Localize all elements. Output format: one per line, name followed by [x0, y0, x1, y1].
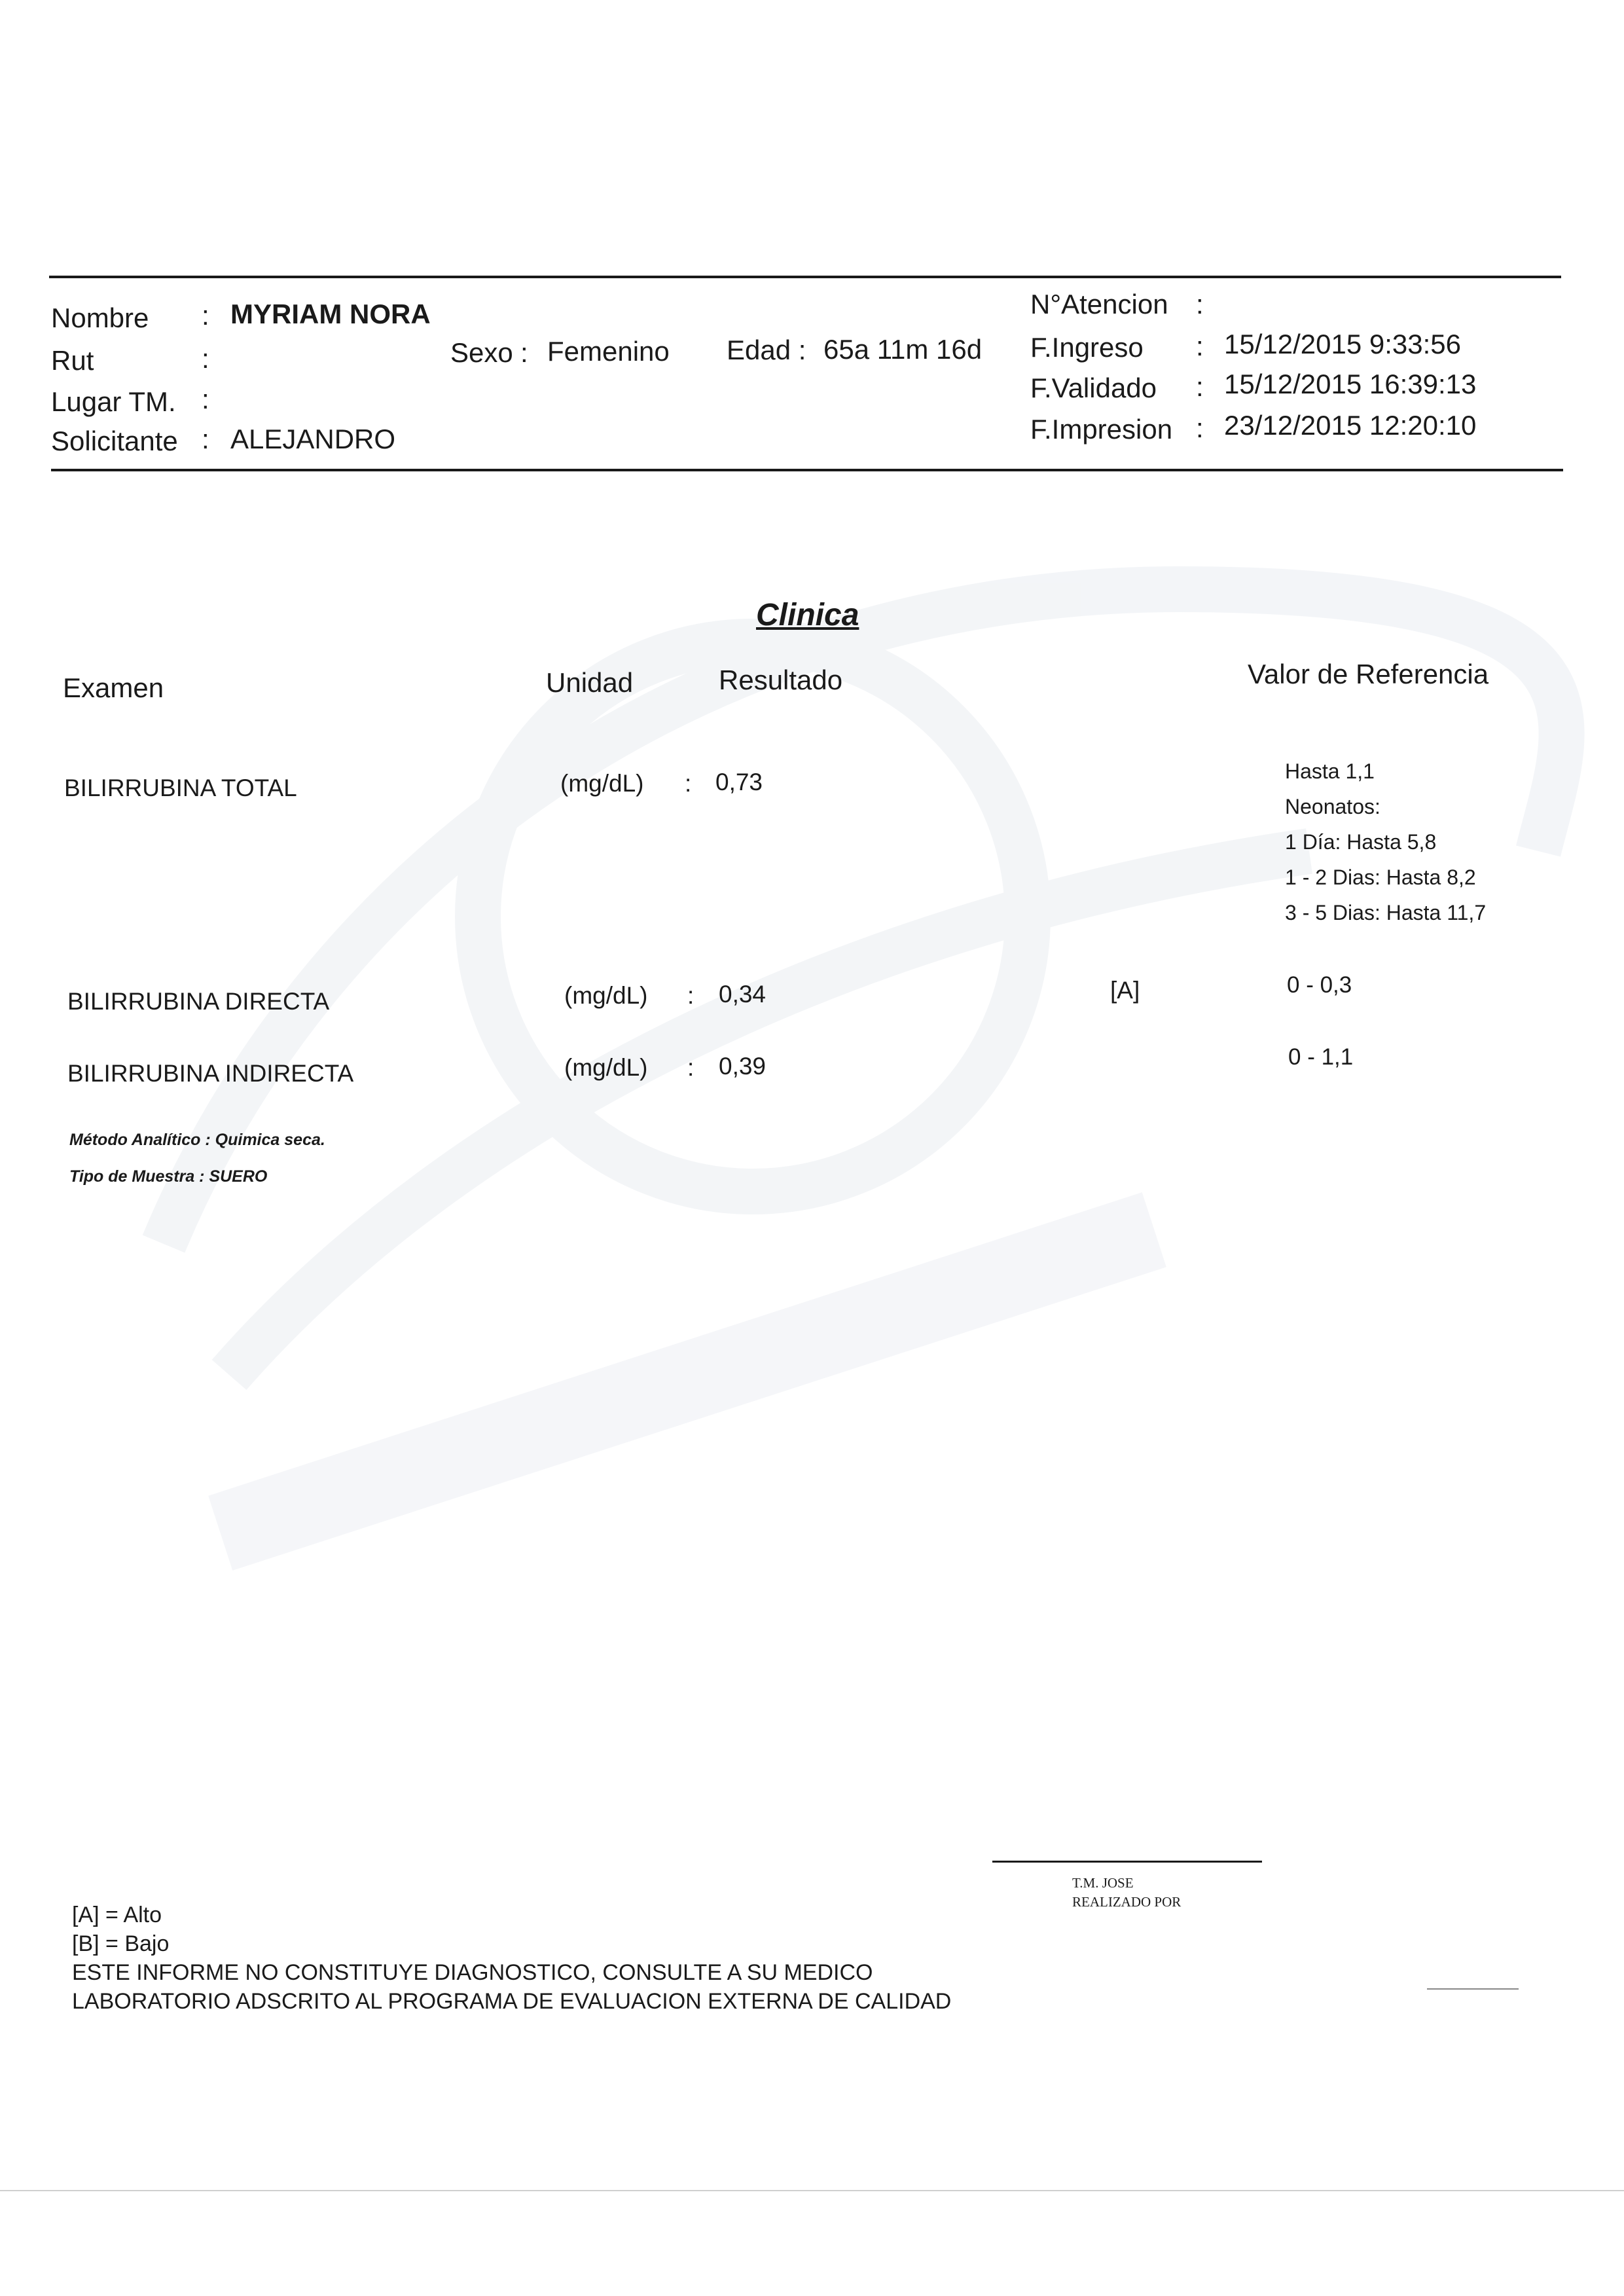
resultado-bilirrubina-indirecta: 0,39	[719, 1053, 767, 1080]
disclaimer-text: ESTE INFORME NO CONSTITUYE DIAGNOSTICO, CONSULTE A SU MEDICO	[72, 1960, 873, 1985]
col-unidad-header: Unidad	[546, 667, 634, 698]
impresion-value: 23/12/2015 12:20:10	[1224, 410, 1477, 441]
header-top-rule	[49, 276, 1561, 278]
solicitante-value: ALEJANDRO	[230, 424, 396, 454]
solicitante-label: Solicitante	[51, 426, 178, 456]
unidad-bilirrubina-indirecta: (mg/dL)	[564, 1054, 648, 1081]
tipo-muestra-note: Tipo de Muestra : SUERO	[69, 1167, 268, 1186]
resultado-colon: :	[685, 770, 692, 797]
referencia-line: 0 - 0,3	[1287, 972, 1352, 998]
lugar-colon: :	[202, 384, 209, 414]
referencia-line: 1 Día: Hasta 5,8	[1285, 830, 1437, 854]
signature-block	[1072, 1874, 1181, 1912]
referencia-line: Hasta 1,1	[1285, 759, 1375, 783]
atencion-label: N°Atencion	[1030, 289, 1168, 319]
resultado-colon: :	[687, 982, 695, 1009]
validado-label: F.Validado	[1030, 373, 1157, 403]
signature-caption: REALIZADO POR	[1072, 1894, 1182, 1910]
impresion-colon: :	[1196, 412, 1204, 443]
referencia-bilirrubina-directa	[1287, 968, 1352, 1003]
resultado-colon: :	[687, 1054, 695, 1081]
solicitante-colon: :	[202, 424, 209, 454]
examen-bilirrubina-indirecta: BILIRRUBINA INDIRECTA	[67, 1060, 354, 1087]
sexo-label: Sexo	[450, 337, 513, 368]
scan-artifact-line	[1427, 1988, 1519, 1990]
impresion-label: F.Impresion	[1030, 414, 1173, 445]
rut-label: Rut	[51, 345, 94, 376]
edad-value: 65a 11m 16d	[823, 334, 983, 365]
unidad-bilirrubina-total: (mg/dL)	[560, 770, 644, 797]
resultado-bilirrubina-total: 0,73	[715, 769, 763, 795]
referencia-bilirrubina-indirecta	[1288, 1040, 1353, 1075]
nombre-colon: :	[202, 300, 209, 331]
referencia-bilirrubina-total	[1285, 754, 1486, 930]
header-bottom-rule	[51, 469, 1563, 471]
resultado-bilirrubina-directa: 0,34	[719, 981, 767, 1008]
validado-value: 15/12/2015 16:39:13	[1224, 369, 1477, 399]
referencia-line: Neonatos:	[1285, 795, 1380, 818]
referencia-line: 0 - 1,1	[1288, 1044, 1354, 1070]
sexo-value: Femenino	[547, 336, 670, 367]
col-examen-header: Examen	[63, 672, 164, 703]
footer-block	[72, 1901, 951, 2016]
nombre-value: MYRIAM NORA	[230, 299, 431, 329]
signature-name: T.M. JOSE	[1072, 1875, 1134, 1891]
legend-alto: [A] = Alto	[72, 1903, 162, 1927]
program-text: LABORATORIO ADSCRITO AL PROGRAMA DE EVALUACION EXTERNA DE CALIDAD	[72, 1989, 952, 2014]
legend-bajo: [B] = Bajo	[72, 1931, 170, 1956]
flag-bilirrubina-directa: [A]	[1110, 977, 1140, 1004]
lugar-label: Lugar TM.	[51, 386, 176, 417]
sexo-colon: :	[520, 337, 528, 368]
signature-line	[992, 1861, 1262, 1863]
nombre-label: Nombre	[51, 302, 149, 333]
rut-colon: :	[202, 343, 209, 374]
validado-colon: :	[1196, 371, 1204, 402]
referencia-line: 1 - 2 Dias: Hasta 8,2	[1285, 866, 1476, 889]
referencia-line: 3 - 5 Dias: Hasta 11,7	[1285, 901, 1487, 924]
atencion-colon: :	[1196, 289, 1204, 319]
examen-bilirrubina-total: BILIRRUBINA TOTAL	[64, 774, 297, 801]
ingreso-label: F.Ingreso	[1030, 332, 1144, 363]
ingreso-value: 15/12/2015 9:33:56	[1224, 329, 1462, 359]
col-referencia-header: Valor de Referencia	[1248, 659, 1489, 689]
col-resultado-header: Resultado	[719, 665, 843, 695]
scan-artifact-bottom	[0, 2190, 1624, 2191]
metodo-note: Método Analítico : Quimica seca.	[69, 1131, 325, 1149]
ingreso-colon: :	[1196, 331, 1204, 361]
edad-label: Edad :	[727, 335, 806, 365]
section-title: Clinica	[756, 598, 859, 632]
examen-bilirrubina-directa: BILIRRUBINA DIRECTA	[67, 988, 330, 1015]
unidad-bilirrubina-directa: (mg/dL)	[564, 982, 648, 1009]
